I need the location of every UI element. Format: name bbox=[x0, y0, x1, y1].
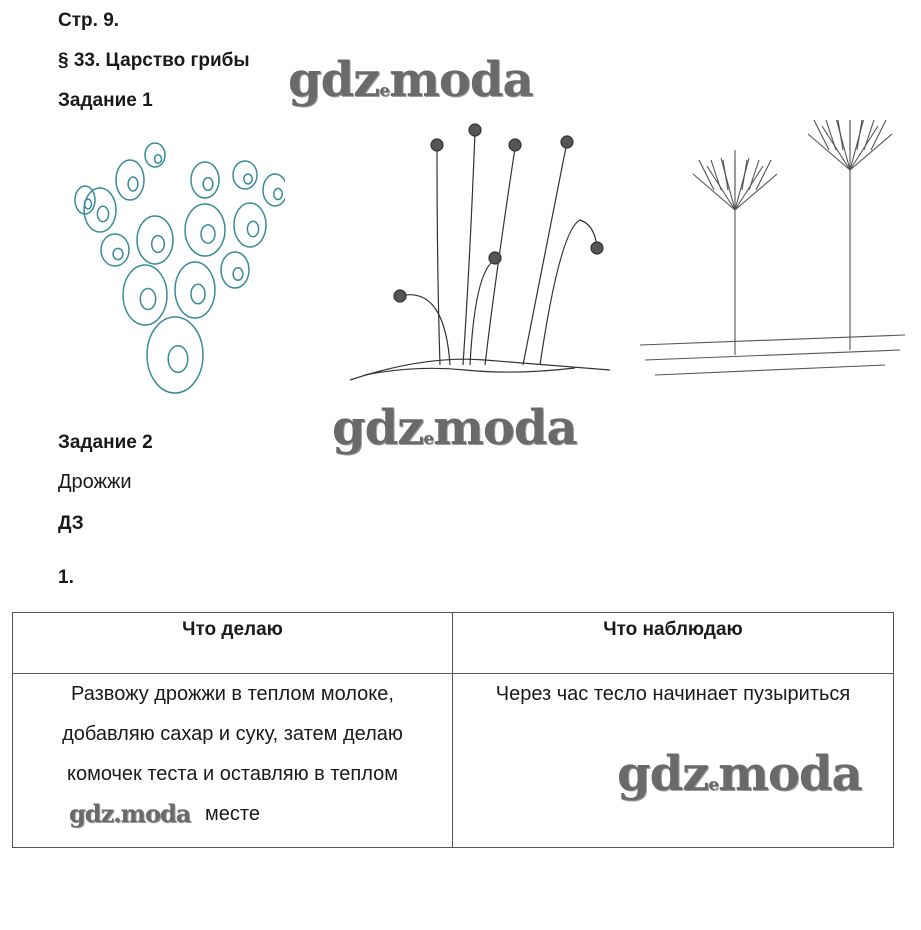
yeast-nucleus bbox=[155, 155, 162, 163]
cell-observe-text: Через час тесло начинает пузыриться bbox=[495, 683, 851, 705]
yeast-nucleus bbox=[244, 174, 252, 184]
conidia-chain bbox=[735, 158, 749, 210]
yeast-cell bbox=[137, 216, 173, 264]
conidia-chain bbox=[822, 126, 850, 170]
section-title: § 33. Царство грибы bbox=[58, 50, 250, 71]
yeast-nucleus bbox=[168, 346, 188, 373]
item-number: 1. bbox=[58, 567, 74, 588]
cell-do bbox=[13, 674, 453, 848]
sporangiophore bbox=[405, 295, 450, 365]
cell-do-line: комочек теста и оставляю в теплом bbox=[66, 763, 399, 785]
conidia-chain bbox=[850, 134, 892, 170]
sporangium bbox=[394, 290, 406, 302]
sporangium bbox=[489, 252, 501, 264]
penicillium-hypha bbox=[640, 335, 905, 345]
penicillium-figure bbox=[635, 120, 910, 400]
table-header-row bbox=[13, 613, 894, 674]
yeast-cell bbox=[185, 204, 225, 256]
conidia-chain bbox=[735, 166, 763, 210]
yeast-figure bbox=[55, 130, 285, 400]
yeast-cell bbox=[147, 317, 203, 393]
conidia-chain bbox=[723, 160, 728, 190]
yeast-nucleus bbox=[201, 225, 215, 243]
mucor-figure bbox=[345, 120, 615, 390]
yeast-nucleus bbox=[85, 199, 92, 209]
conidia-chain bbox=[693, 174, 735, 210]
yeast-nucleus bbox=[191, 284, 205, 304]
conidia-chain bbox=[838, 120, 843, 150]
cell-do-line: Развожу дрожжи в теплом молоке, bbox=[71, 683, 394, 705]
table-row bbox=[13, 674, 894, 848]
cell-do-line: месте bbox=[205, 803, 260, 825]
mucor-substrate bbox=[365, 368, 575, 375]
task2-title: Задание 2 bbox=[58, 432, 153, 453]
conidia-chain bbox=[850, 126, 878, 170]
watermark-logo: gdzemoda bbox=[617, 746, 862, 802]
yeast-cell bbox=[116, 160, 144, 200]
yeast-nucleus bbox=[140, 289, 155, 310]
yeast-nucleus bbox=[274, 188, 282, 199]
experiment-table bbox=[12, 612, 894, 848]
homework-title: ДЗ bbox=[58, 513, 84, 534]
mucor-substrate bbox=[350, 359, 610, 380]
yeast-nucleus bbox=[247, 221, 258, 236]
yeast-nucleus bbox=[152, 236, 165, 253]
sporangium bbox=[469, 124, 481, 136]
yeast-cell bbox=[84, 188, 116, 232]
conidia-chain bbox=[742, 160, 747, 190]
sporangium bbox=[509, 139, 521, 151]
conidia-chain bbox=[850, 120, 864, 170]
column-header-do: Что делаю bbox=[13, 613, 453, 674]
sporangium bbox=[431, 139, 443, 151]
task2-answer: Дрожжи bbox=[58, 471, 132, 493]
sporangiophore bbox=[540, 220, 597, 365]
sporangium bbox=[561, 136, 573, 148]
conidia-chain bbox=[857, 120, 862, 150]
yeast-nucleus bbox=[128, 177, 138, 191]
task1-title: Задание 1 bbox=[58, 90, 153, 111]
column-header-observe: Что наблюдаю bbox=[453, 613, 894, 674]
sporangiophore bbox=[437, 150, 440, 365]
yeast-cell bbox=[175, 262, 215, 318]
sporangium bbox=[591, 242, 603, 254]
yeast-nucleus bbox=[203, 178, 213, 191]
conidia-chain bbox=[707, 166, 735, 210]
watermark-logo: gdzemoda bbox=[332, 400, 577, 456]
yeast-nucleus bbox=[97, 206, 108, 221]
penicillium-hypha bbox=[655, 365, 885, 375]
watermark-logo: gdzemoda bbox=[288, 52, 533, 108]
yeast-cell bbox=[234, 203, 266, 247]
page-label: Стр. 9. bbox=[58, 10, 120, 31]
cell-do-line: добавляю сахар и суку, затем делаю bbox=[62, 723, 403, 745]
yeast-cell bbox=[145, 143, 165, 167]
yeast-nucleus bbox=[233, 268, 243, 281]
yeast-cell bbox=[123, 265, 167, 325]
watermark-small: gdz.moda bbox=[69, 799, 191, 828]
penicillium-hypha bbox=[645, 350, 900, 360]
cell-observe bbox=[453, 674, 894, 848]
conidia-chain bbox=[808, 134, 850, 170]
conidia-chain bbox=[836, 120, 850, 170]
conidia-chain bbox=[721, 158, 735, 210]
conidia-chain bbox=[735, 174, 777, 210]
yeast-nucleus bbox=[113, 248, 123, 259]
